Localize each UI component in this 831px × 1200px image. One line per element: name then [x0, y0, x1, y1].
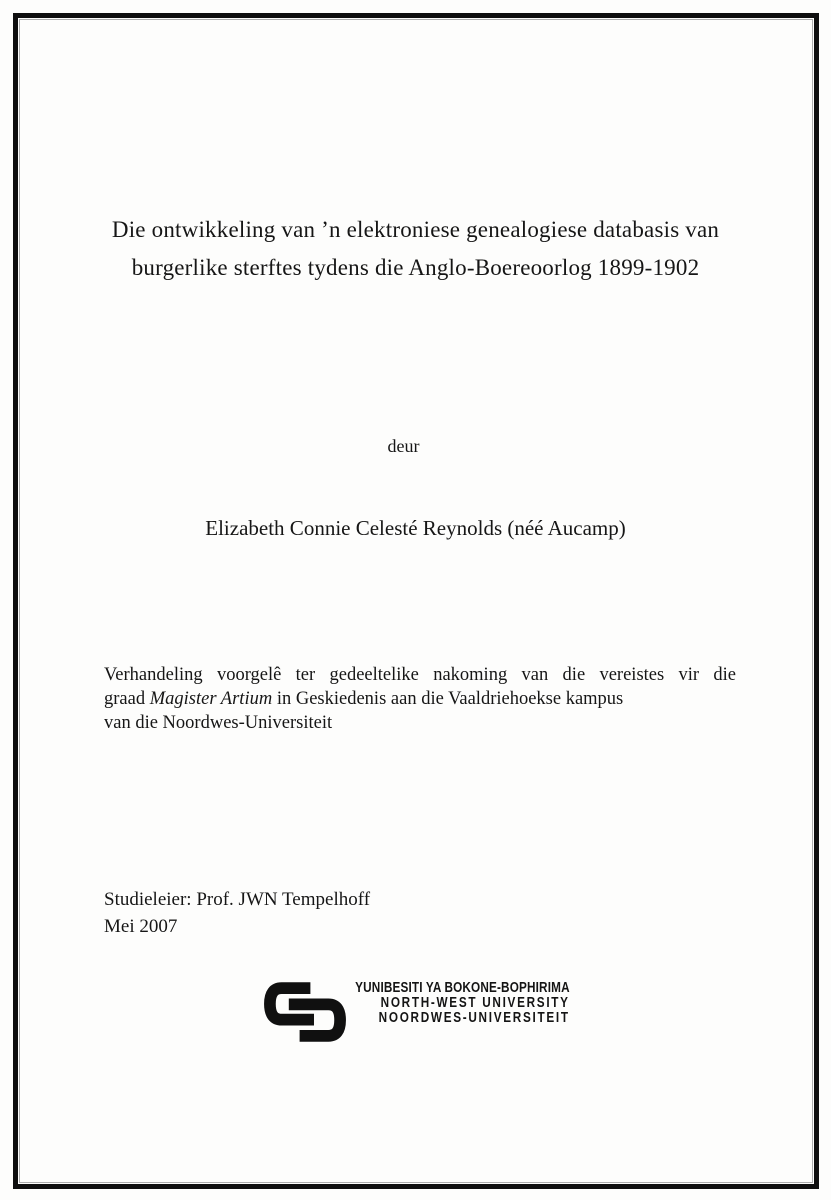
degree-name: Magister Artium [149, 689, 273, 709]
thesis-title-line1: Die ontwikkeling van ’n elektroniese genealogiese databasis van [111, 217, 720, 242]
statement-line2-suffix: in Geskiedenis aan die Vaaldriehoekse kampus [272, 689, 624, 709]
thesis-title [40, 211, 791, 287]
thesis-title-line2: burgerlike sterftes tydens die Anglo-Boereoorlog 1899-1902 [131, 255, 700, 280]
statement-line2 [104, 687, 736, 711]
date-line: Mei 2007 [104, 916, 178, 937]
statement-line1: Verhandeling voorgelê ter gedeeltelike nakoming van die vereistes vir die [104, 665, 736, 685]
thesis-statement [104, 663, 736, 735]
statement-line3: van die Noordwes-Universiteit [104, 713, 333, 733]
statement-line2-prefix: graad [104, 689, 150, 709]
logo-line-afrikaans: NOORDWES-UNIVERSITEIT [378, 1010, 570, 1026]
university-logo [255, 970, 595, 1060]
logo-line-english: NORTH-WEST UNIVERSITY [380, 995, 570, 1011]
supervisor-line: Studieleier: Prof. JWN Tempelhoff [104, 889, 371, 910]
supervisor-block [104, 886, 370, 940]
author-name: Elizabeth Connie Celesté Reynolds (néé Aucamp) [205, 516, 626, 540]
byline-label: deur [387, 436, 420, 456]
university-logo-wordmark [317, 981, 570, 1026]
logo-line-setswana: YUNIBESITI YA BOKONE-BOPHIRIMA [355, 980, 570, 996]
